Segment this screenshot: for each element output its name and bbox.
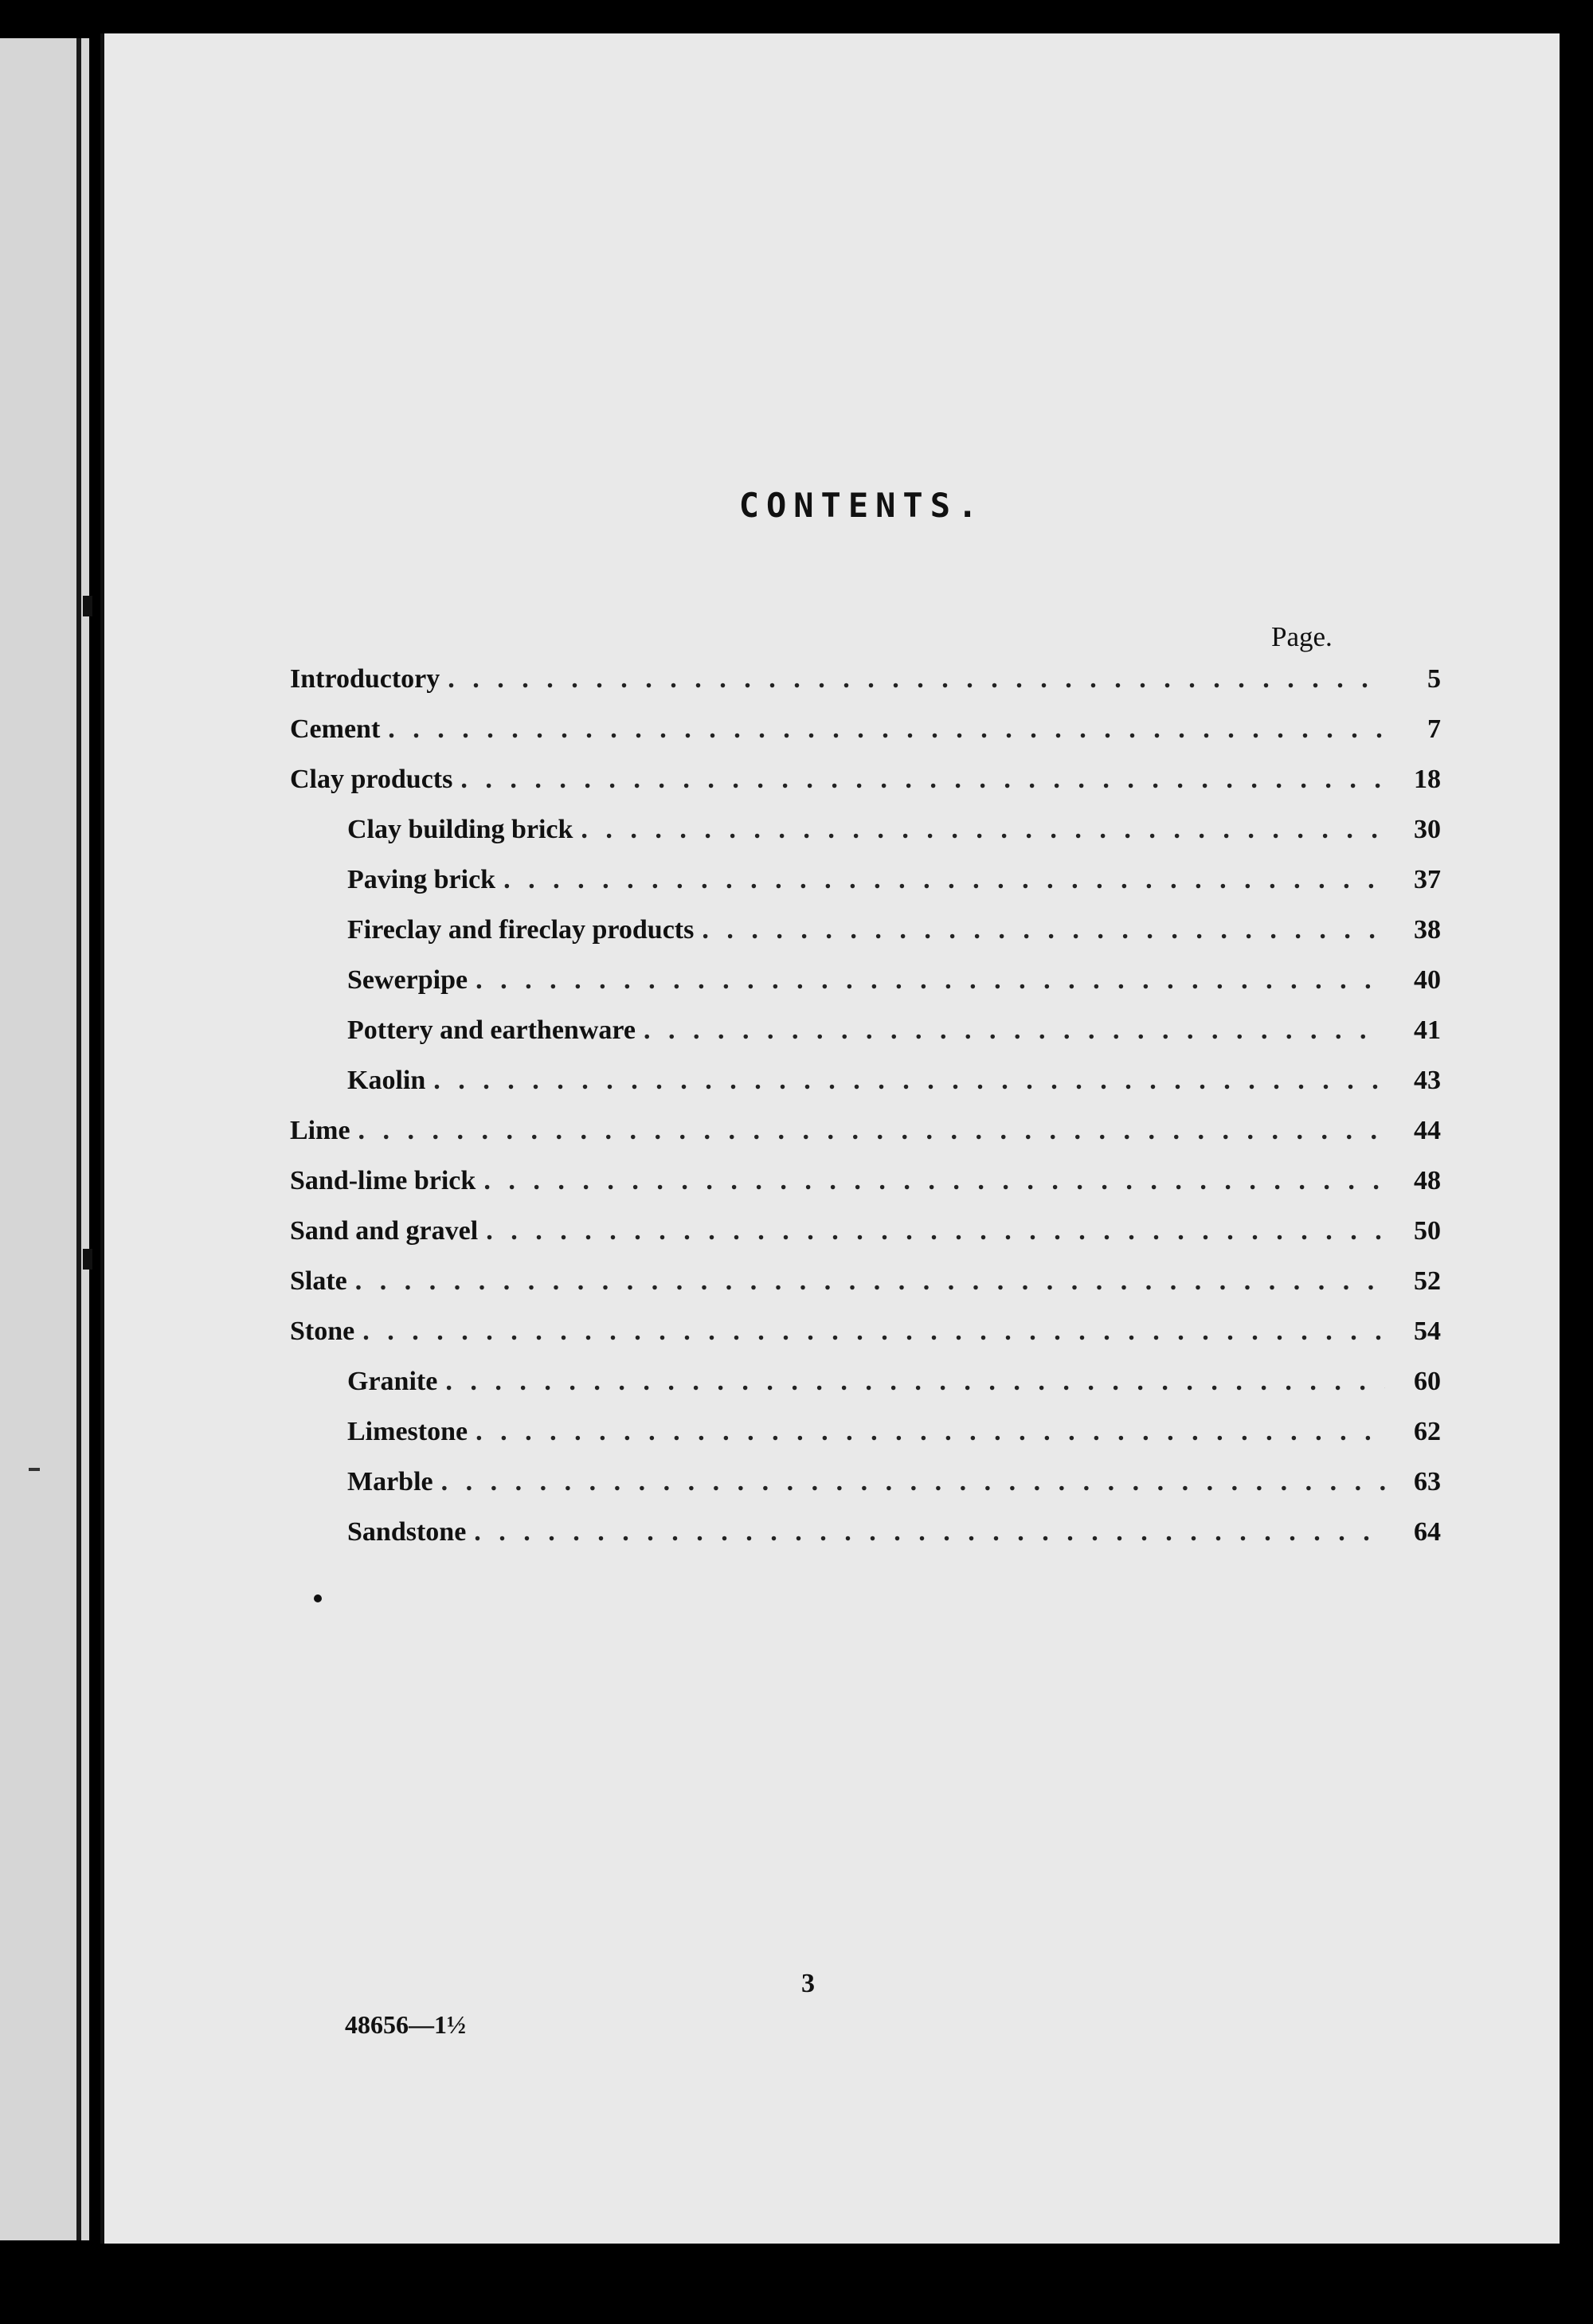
toc-page-number: 62	[1414, 1417, 1441, 1446]
toc-label: Granite	[347, 1367, 438, 1396]
dot-leader	[448, 664, 1385, 694]
binding-mark	[83, 1249, 92, 1270]
binding-mark	[83, 596, 92, 616]
toc-entry	[290, 1116, 1441, 1166]
toc-label: Marble	[347, 1467, 433, 1497]
dot-leader	[702, 915, 1385, 945]
toc-label: Fireclay and fireclay products	[347, 915, 695, 945]
toc-entry	[290, 815, 1441, 865]
toc-entry	[290, 865, 1441, 915]
toc-label: Limestone	[347, 1417, 468, 1446]
dot-leader	[355, 1266, 1385, 1297]
toc-page-number: 48	[1414, 1166, 1441, 1195]
toc-page-number: 54	[1414, 1317, 1441, 1346]
dot-leader	[433, 1066, 1385, 1096]
page-column-heading: Page.	[1271, 621, 1333, 652]
toc-label: Sand and gravel	[290, 1216, 479, 1246]
toc-page-number: 7	[1427, 714, 1441, 744]
toc-page-number: 30	[1414, 815, 1441, 844]
toc-page-number: 43	[1414, 1066, 1441, 1095]
toc-page-number: 44	[1414, 1116, 1441, 1145]
toc-label: Clay products	[290, 765, 453, 794]
dot-leader	[388, 714, 1385, 745]
toc-label: Sewerpipe	[347, 965, 468, 995]
toc-entry	[290, 1066, 1441, 1116]
document-page	[100, 33, 1560, 2244]
toc-page-number: 41	[1414, 1015, 1441, 1045]
dot-leader	[445, 1367, 1385, 1397]
facing-page-edge	[0, 38, 89, 2240]
page-folio: 3	[801, 1969, 815, 1998]
toc-label: Kaolin	[347, 1066, 426, 1095]
toc-entry	[290, 1266, 1441, 1317]
dot-leader	[483, 1166, 1385, 1196]
toc-page-number: 18	[1414, 765, 1441, 794]
dot-leader	[476, 965, 1385, 996]
dot-leader	[358, 1116, 1385, 1146]
toc-label: Lime	[290, 1116, 350, 1145]
toc-page-number: 52	[1414, 1266, 1441, 1296]
toc-entry	[290, 915, 1441, 965]
toc-page-number: 63	[1414, 1467, 1441, 1497]
toc-entry	[290, 1216, 1441, 1266]
toc-entry	[290, 1015, 1441, 1066]
toc-entry	[290, 1467, 1441, 1517]
dot-leader	[476, 1417, 1385, 1447]
dot-leader	[503, 865, 1385, 895]
toc-entry	[290, 1367, 1441, 1417]
toc-entry	[290, 1517, 1441, 1567]
toc-entry	[290, 1417, 1441, 1467]
edge-mark	[29, 1468, 40, 1471]
toc-label: Paving brick	[347, 865, 496, 894]
toc-label: Stone	[290, 1317, 355, 1346]
toc-entry	[290, 965, 1441, 1015]
toc-page-number: 37	[1414, 865, 1441, 894]
stray-mark	[314, 1594, 322, 1602]
gutter-fold	[76, 38, 81, 2240]
dot-leader	[581, 815, 1385, 845]
toc-entry	[290, 765, 1441, 815]
toc-label: Cement	[290, 714, 381, 744]
table-of-contents	[290, 664, 1441, 1567]
toc-page-number: 64	[1414, 1517, 1441, 1547]
dot-leader	[486, 1216, 1385, 1246]
dot-leader	[644, 1015, 1385, 1046]
dot-leader	[362, 1317, 1385, 1347]
dot-leader	[474, 1517, 1385, 1547]
dot-leader	[460, 765, 1385, 795]
toc-label: Pottery and earthenware	[347, 1015, 636, 1045]
contents-title: CONTENTS.	[738, 486, 985, 525]
toc-entry	[290, 714, 1441, 765]
toc-page-number: 50	[1414, 1216, 1441, 1246]
toc-page-number: 60	[1414, 1367, 1441, 1396]
toc-label: Sand-lime brick	[290, 1166, 476, 1195]
toc-label: Slate	[290, 1266, 347, 1296]
toc-entry	[290, 1317, 1441, 1367]
toc-page-number: 40	[1414, 965, 1441, 995]
toc-label: Clay building brick	[347, 815, 573, 844]
dot-leader	[441, 1467, 1385, 1497]
toc-label: Introductory	[290, 664, 440, 694]
toc-page-number: 38	[1414, 915, 1441, 945]
toc-entry	[290, 1166, 1441, 1216]
signature-mark: 48656—1½	[345, 2010, 466, 2039]
toc-entry	[290, 664, 1441, 714]
toc-label: Sandstone	[347, 1517, 467, 1547]
toc-page-number: 5	[1427, 664, 1441, 694]
page-border	[100, 33, 104, 2244]
